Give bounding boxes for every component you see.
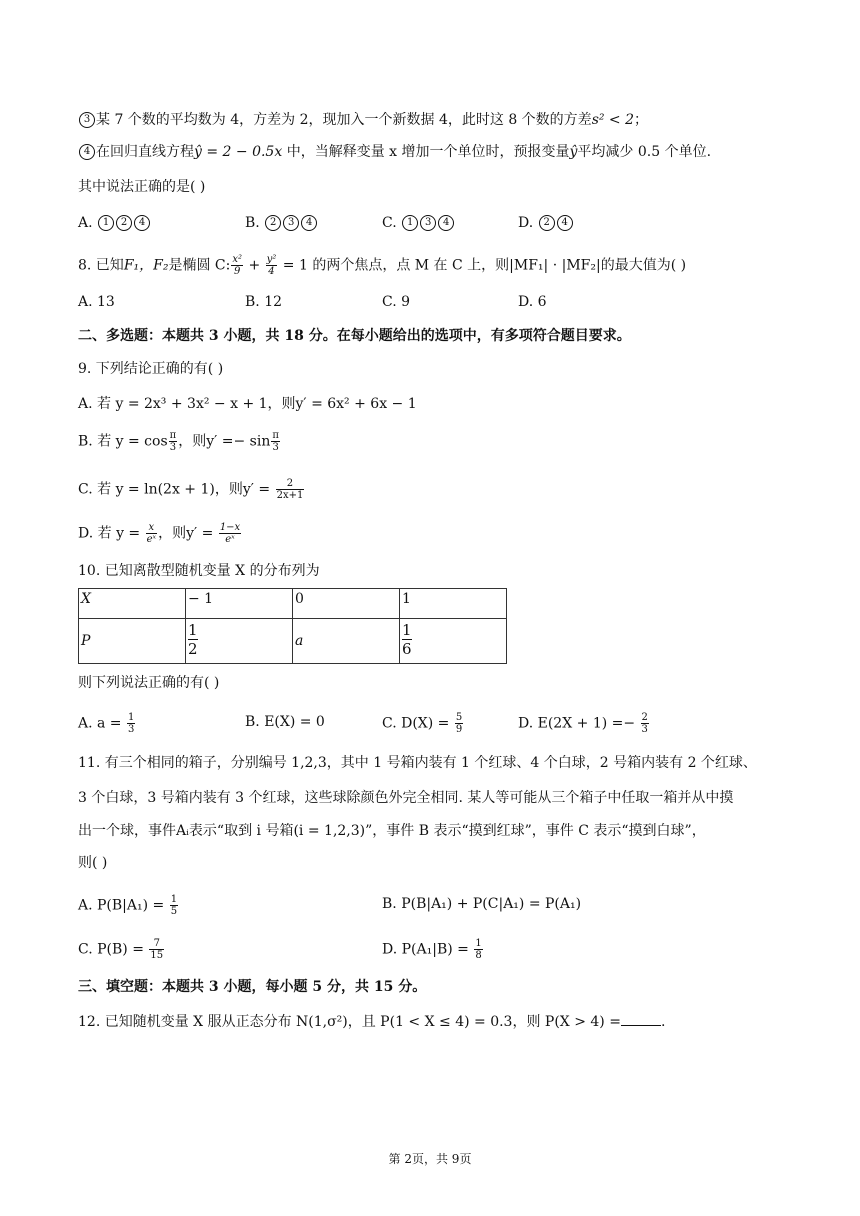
q11-a-text: A. P(B|A₁) = xyxy=(78,897,169,914)
fraction: $\frac{5}{9}$ xyxy=(455,712,463,735)
q10-option-a xyxy=(78,712,136,735)
q8-text-c: 是椭圆 C: xyxy=(168,257,231,274)
answer-blank[interactable] xyxy=(621,1011,661,1026)
table-cell: 1 xyxy=(400,589,507,619)
q7-option-d xyxy=(518,213,574,233)
fraction: $\frac{x}{\text{eˣ}}$ xyxy=(146,522,157,545)
circled-number: 2 xyxy=(539,215,555,231)
table-cell: P xyxy=(79,619,186,664)
q8-text-a: 8. 已知 xyxy=(78,257,124,274)
option-label: B. xyxy=(245,215,265,231)
q9-d-text: D. 若 y = xyxy=(78,525,145,542)
q7-option-a xyxy=(78,213,151,233)
table-cell xyxy=(186,619,293,664)
circled-number: 1 xyxy=(402,215,418,231)
q10-stem: 10. 已知离散型随机变量 X 的分布列为 xyxy=(78,563,320,579)
statement-4-math: ŷ = 2 − 0.5x xyxy=(194,144,283,160)
table-row xyxy=(79,589,507,619)
q11-d-text: D. P(A₁|B) = xyxy=(382,941,474,958)
statement-4-math2: ŷ xyxy=(569,144,578,160)
q11-line-3: 出一个球，事件Aᵢ表示“取到 i 号箱(i = 1,2,3)”，事件 B 表示“摸到红球”，事件 C 表示“摸到白球”， xyxy=(78,823,706,839)
circled-number: 2 xyxy=(116,215,132,231)
statement-4-text-b: 中，当解释变量 x 增加一个单位时，预报变量 xyxy=(282,144,570,160)
fraction: $\frac{2}{3}$ xyxy=(641,712,648,735)
fraction: $\frac{1}{2}$ xyxy=(188,621,198,658)
table-cell: X xyxy=(79,589,186,619)
fraction: $\frac{1}{8}$ xyxy=(475,938,482,961)
q9-option-d xyxy=(78,522,242,545)
q8-option-d: D. 6 xyxy=(518,294,547,310)
fraction: $\frac{1}{5}$ xyxy=(170,894,178,917)
page-footer: 第 2页，共 9页 xyxy=(388,1152,472,1166)
q11-option-d xyxy=(382,938,484,961)
statement-4-text: 在回归直线方程 xyxy=(96,144,194,160)
q12-stem xyxy=(78,1011,665,1032)
q9-c-text: C. 若 y = ln(2x + 1)，则y′ = xyxy=(78,481,275,498)
q8-option-a: A. 13 xyxy=(78,294,115,310)
statement-3-math: s² < 2 xyxy=(591,112,635,128)
q8-option-c: C. 9 xyxy=(382,294,411,310)
q10-a-text: A. a = xyxy=(78,715,126,732)
q7-stem: 其中说法正确的是( ) xyxy=(78,179,206,195)
circled-number: 4 xyxy=(79,144,95,160)
q9-option-a: A. 若 y = 2x³ + 3x² − x + 1，则y′ = 6x² + 6x − 1 xyxy=(78,396,417,412)
q10-stem-2: 则下列说法正确的有( ) xyxy=(78,675,220,691)
q12-text: 12. 已知随机变量 X 服从正态分布 N(1,σ²)，且 P(1 < X ≤ 4) = 0.3，则 P(X > 4) = xyxy=(78,1014,621,1030)
fraction: $\frac{\text{x²}}{9}$ xyxy=(232,254,243,277)
statement-4 xyxy=(78,142,711,162)
q8-stem: 8. 已知F₁，F₂是椭圆 C: $\frac{\text{x²}}{9}$ + $\frac{\text{y²}}{4}$ = 1 的两个焦点，点 M 在 C 上，则|MF₁| · |MF₂|的最大值为( ) xyxy=(78,254,687,277)
table-cell: a xyxy=(293,619,400,664)
q10-option-d xyxy=(518,712,650,735)
statement-3-text: 某 7 个数的平均数为 4，方差为 2，现加入一个新数据 4，此时这 8 个数的方差 xyxy=(96,112,592,128)
q10-c-text: C. D(X) = xyxy=(382,715,454,732)
option-label: D. xyxy=(518,215,538,231)
fraction: $\frac{1}{3}$ xyxy=(128,712,135,735)
table-cell xyxy=(400,619,507,664)
circled-number: 3 xyxy=(283,215,299,231)
q9-option-b xyxy=(78,430,281,453)
q8-foci: F₁，F₂ xyxy=(123,257,169,274)
option-label: A. xyxy=(78,215,98,231)
circled-number: 2 xyxy=(265,215,281,231)
fraction: $\frac{1}{6}$ xyxy=(402,621,412,658)
fraction: $\frac{\text{y²}}{4}$ xyxy=(266,254,277,277)
table-cell: 0 xyxy=(293,589,400,619)
distribution-table xyxy=(78,588,507,664)
circled-number: 1 xyxy=(98,215,114,231)
q10-option-c xyxy=(382,712,464,735)
table-row xyxy=(79,619,507,664)
section-2-heading: 二、多选题：本题共 3 小题，共 18 分。在每小题给出的选项中，有多项符合题目要求。 xyxy=(78,328,631,344)
circled-number: 4 xyxy=(301,215,317,231)
fraction: $\frac{1-x}{\text{eˣ}}$ xyxy=(219,522,241,545)
q11-line-2: 3 个白球，3 号箱内装有 3 个红球，这些球除颜色外完全相同. 某人等可能从三个箱子中任取一箱并从中摸 xyxy=(78,790,734,806)
option-label: C. xyxy=(382,215,402,231)
q9-option-c xyxy=(78,478,305,501)
q11-option-c xyxy=(78,938,165,961)
circled-number: 3 xyxy=(420,215,436,231)
q11-option-a xyxy=(78,894,179,917)
statement-4-text-c: 平均减少 0.5 个单位. xyxy=(577,144,712,160)
fraction: $\frac{7}{15}$ xyxy=(150,938,164,961)
q9-stem: 9. 下列结论正确的有( ) xyxy=(78,361,224,377)
circled-number: 4 xyxy=(134,215,150,231)
fraction: $\frac{\pi}{3}$ xyxy=(169,430,177,453)
section-3-heading: 三、填空题：本题共 3 小题，每小题 5 分，共 15 分。 xyxy=(78,979,427,995)
q9-b-text-b: ，则y′ =− sin xyxy=(178,433,271,450)
q11-c-text: C. P(B) = xyxy=(78,941,149,958)
q7-option-c xyxy=(382,213,455,233)
statement-3-end: ； xyxy=(634,112,649,128)
q9-b-text: B. 若 y = cos xyxy=(78,433,168,450)
fraction: $\frac{2}{2x+1}$ xyxy=(276,478,304,501)
q12-end: . xyxy=(660,1014,666,1030)
circled-number: 4 xyxy=(557,215,573,231)
statement-3 xyxy=(78,110,648,130)
q8-option-b: B. 12 xyxy=(245,294,283,310)
table-cell: − 1 xyxy=(186,589,293,619)
q11-option-b: B. P(B|A₁) + P(C|A₁) = P(A₁) xyxy=(382,896,582,912)
q9-d-text-b: ，则y′ = xyxy=(158,525,218,542)
q11-line-4: 则( ) xyxy=(78,855,108,871)
circled-number: 3 xyxy=(79,112,95,128)
q8-text-d: = 1 的两个焦点，点 M 在 C 上，则|MF₁| · |MF₂|的最大值为( ) xyxy=(278,257,687,274)
q10-option-b: B. E(X) = 0 xyxy=(245,714,325,730)
fraction: $\frac{\pi}{3}$ xyxy=(272,430,279,453)
q10-d-text: D. E(2X + 1) =− xyxy=(518,715,640,732)
q11-line-1: 11. 有三个相同的箱子，分别编号 1,2,3，其中 1 号箱内装有 1 个红球、4 个白球，2 号箱内装有 2 个红球、 xyxy=(78,755,757,771)
circled-number: 4 xyxy=(438,215,454,231)
q7-option-b xyxy=(245,213,318,233)
